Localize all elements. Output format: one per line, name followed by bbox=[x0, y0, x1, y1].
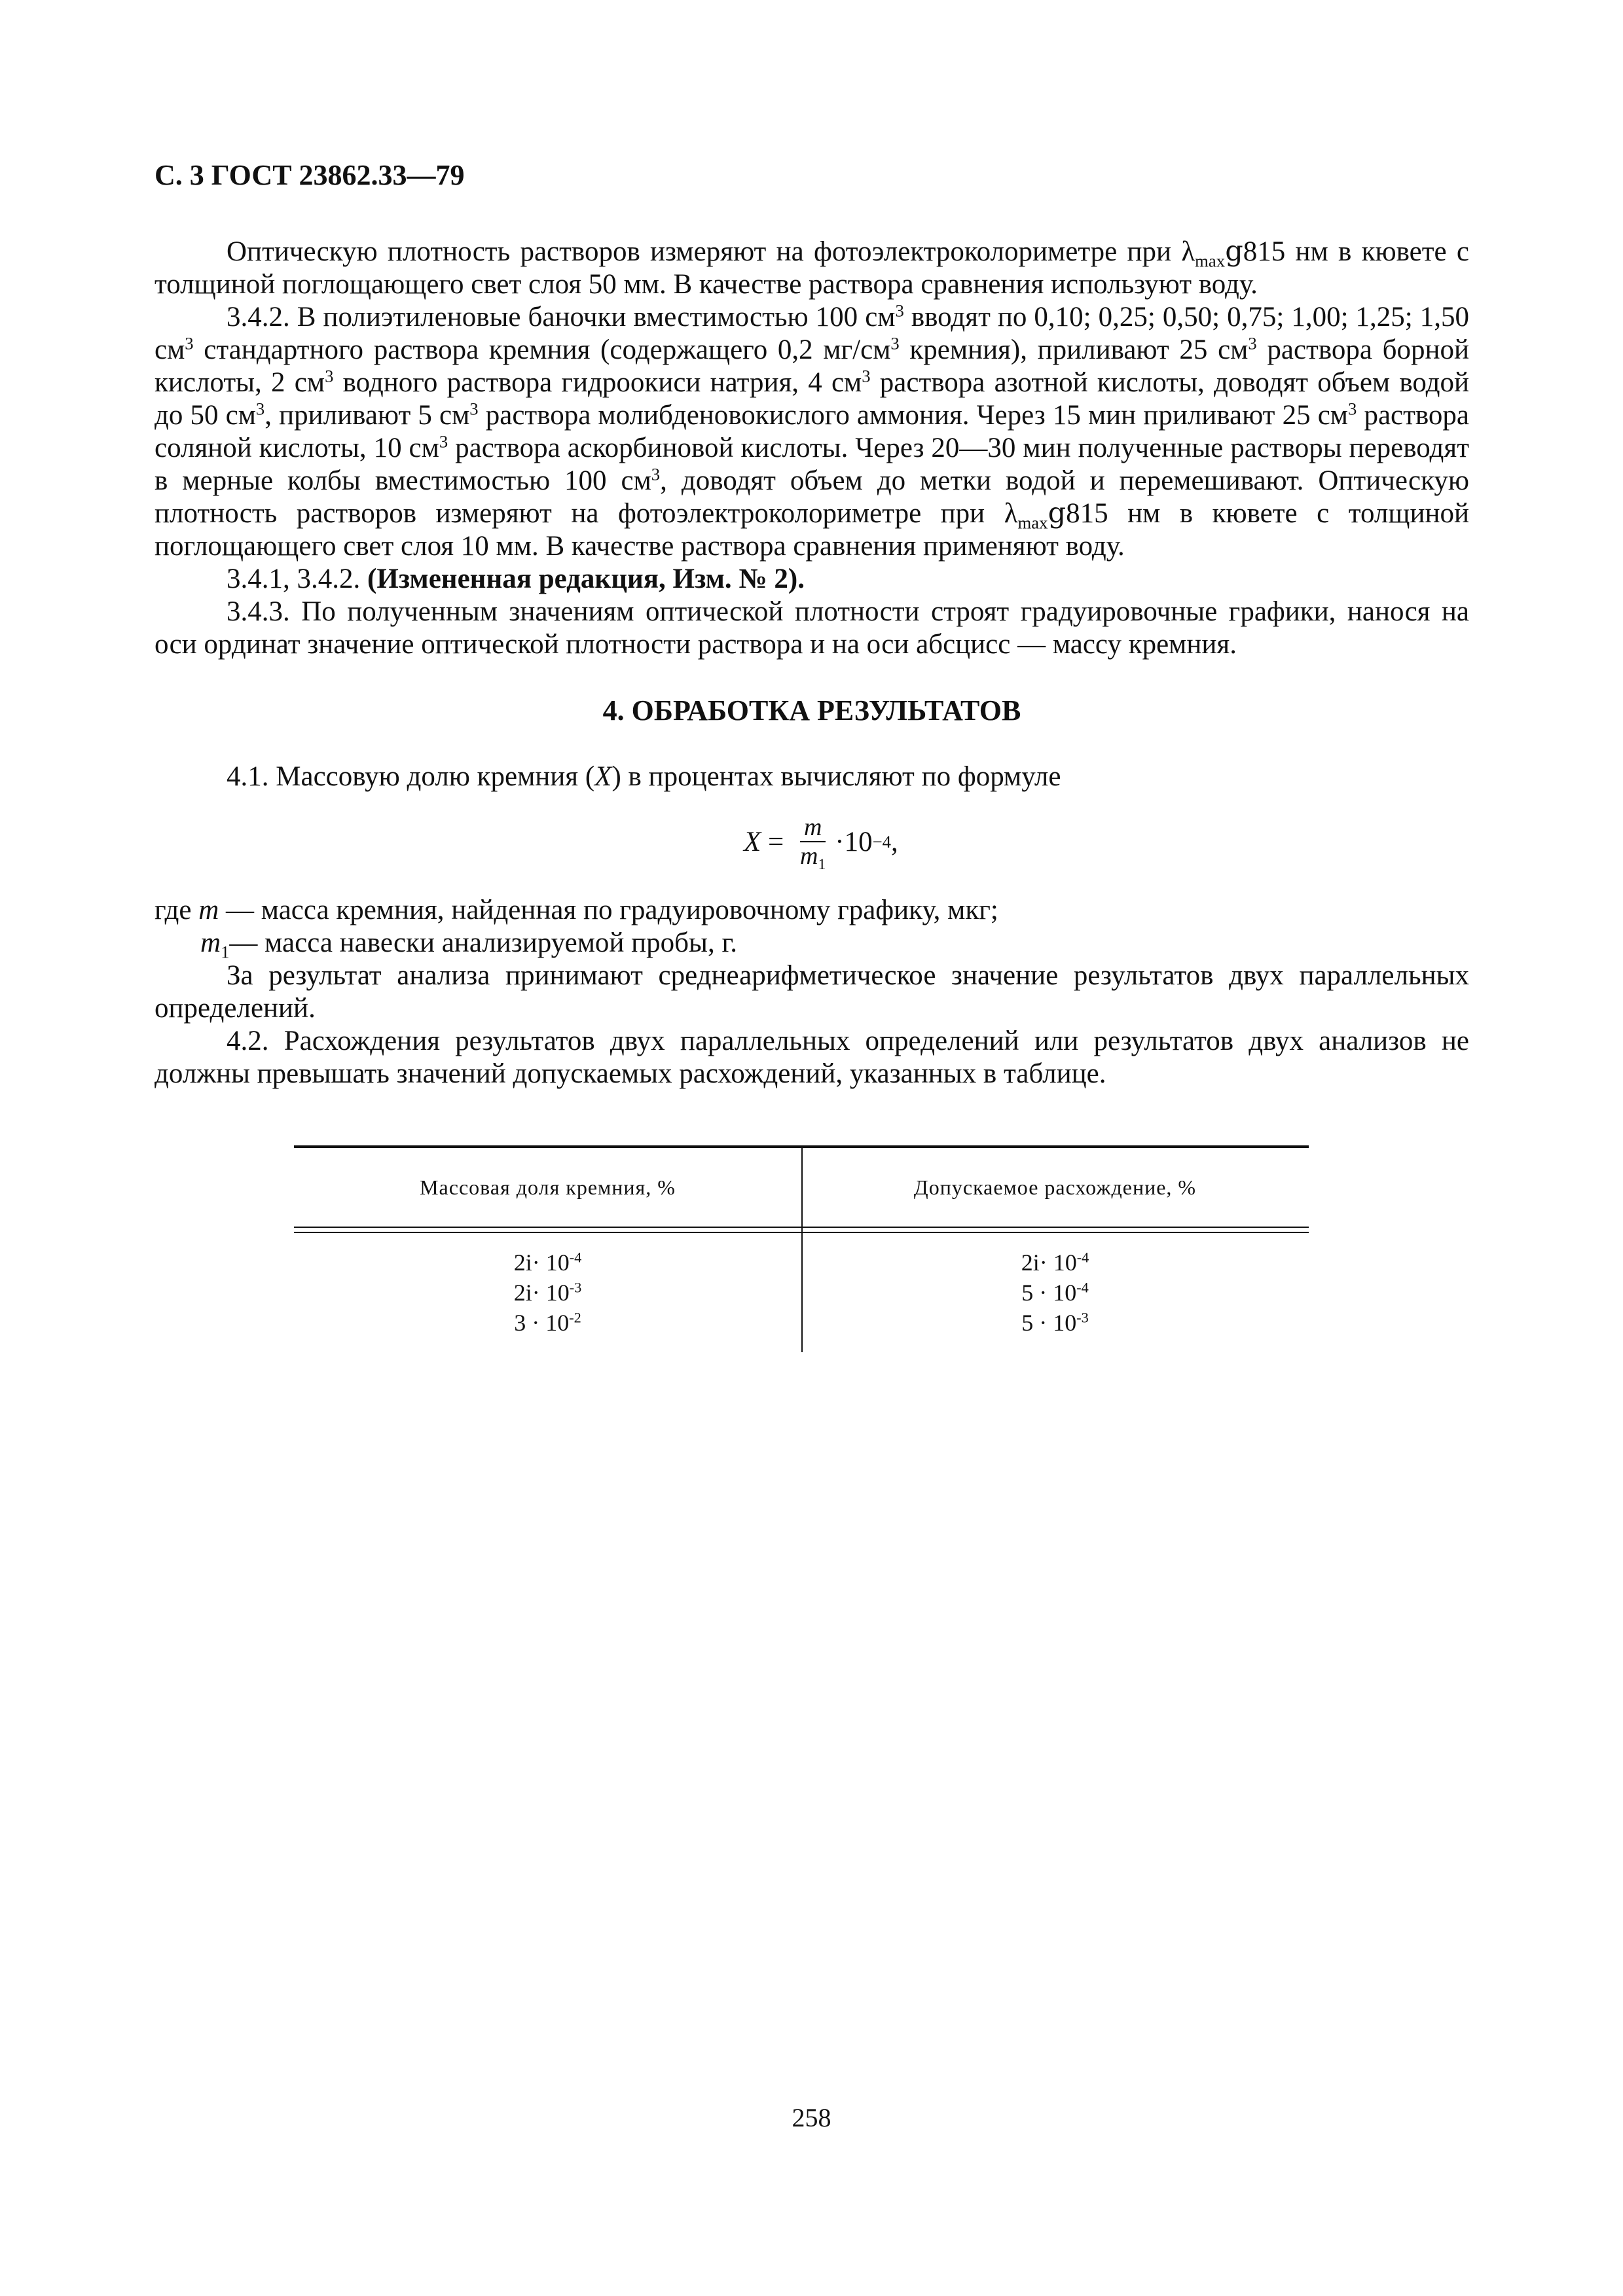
table-cell: $3 \cdot 10^{-2}$ bbox=[514, 1309, 581, 1336]
where-m1-line: $m_1—$ масса навески анализируемой пробы, г. bbox=[200, 927, 737, 962]
page-header: С. 3 ГОСТ 23862.33—79 bbox=[155, 159, 465, 191]
paragraph-3-4-2: 3.4.2. В полиэтиленовые баночки вместимостью 100 $см^3$ вводят по 0,10; 0,25; 0,50; 0,75; 1,00; 1,25; 1,50 $см^3$ стандартного раствора кремния (содержащего 0,2 $мг/см^3$ кремния), приливают 25 $см^3$ раствора борной кислоты, 2 $см^3$ водного раствора гидроокиси натрия, 4 $см^3$ раствора азотной кислоты, доводят объем водой до 50 $см^3$, приливают 5 $см^3$ раствора молибденовокислого аммония. Через 15 мин приливают 25 $см^3$ раствора соляной кислоты, 10 $см^3$ раствора аскорбиновой кислоты. Через 20—30 мин полученные растворы переводят в мерные колбы вместимостью 100 $см^3$, доводят объем до метки водой и перемешивают. Оптическую плотность растворов измеряют на фотоэлектроколориметре при $\lambda_{max}ց815$ нм в кювете с толщиной поглощающего свет слоя 10 мм. В качестве раствора сравнения применяют воду. bbox=[155, 300, 1470, 562]
table-cell: $5 \cdot 10^{-4}$ bbox=[1021, 1279, 1089, 1306]
where-m-line: где m — масса кремния, найденная по градуировочному графику, мкг; bbox=[155, 895, 998, 925]
fraction-denominator: $m_1$ bbox=[800, 842, 826, 874]
table-cell: $2і\cdot 10^{-4}$ bbox=[1021, 1249, 1089, 1276]
paragraph-optical-density-50mm: Оптическую плотность растворов измеряют на фотоэлектроколориметре при $\lambda_{max}ց815$ нм в кювете с толщиной поглощающего свет слоя 50 мм. В качестве раствора сравнения используют воду. bbox=[155, 236, 1469, 300]
paragraph-3-4-3: 3.4.3. По полученным значениям оптической плотности строят градуировочные графики, нанося на оси ординат значение оптической плотности раствора и на оси абсцисс — массу кремния. bbox=[155, 596, 1469, 660]
document-page bbox=[155, 157, 1469, 1365]
table-column-divider bbox=[801, 1145, 803, 1352]
table-column-silicon-fraction bbox=[294, 1247, 801, 1365]
table-cell: $2і\cdot 10^{-4}$ bbox=[513, 1249, 582, 1276]
table-header-tolerance: Допускаемое расхождение, % bbox=[913, 1175, 1197, 1199]
table-column-tolerance bbox=[801, 1247, 1309, 1365]
paragraph-amendment-note: 3.4.1, 3.4.2. (Измененная редакция, Изм. № 2). bbox=[227, 564, 805, 594]
paragraph-4-2: 4.2. Расхождения результатов двух параллельных определений или результатов двух анализов не должны превышать значений допускаемых расхождений, указанных в таблице. bbox=[155, 1026, 1469, 1089]
amendment-label: (Измененная редакция, Изм. № 2). bbox=[367, 564, 805, 594]
paragraph-4-1: 4.1. Массовую долю кремния (X) в процентах вычисляют по формуле bbox=[227, 761, 1061, 792]
table-header-silicon-fraction: Массовая доля кремния, % bbox=[420, 1175, 676, 1199]
formula bbox=[155, 809, 1469, 874]
paragraph-result-average: За результат анализа принимают среднеарифметическое значение результатов двух параллельных определений. bbox=[155, 960, 1469, 1024]
formula-fraction bbox=[796, 814, 830, 874]
section-title: 4. ОБРАБОТКА РЕЗУЛЬТАТОВ bbox=[602, 694, 1021, 726]
fraction-numerator: m bbox=[800, 814, 826, 842]
table-cell: $5 \cdot 10^{-3}$ bbox=[1021, 1309, 1089, 1336]
formula-expression: X = $\frac{m}{m_1}$ · 10 −4 , bbox=[744, 814, 898, 874]
tolerance-table bbox=[294, 1145, 1309, 1365]
page-number: 258 bbox=[792, 2103, 831, 2132]
table-cell: $2і\cdot 10^{-3}$ bbox=[513, 1279, 582, 1306]
